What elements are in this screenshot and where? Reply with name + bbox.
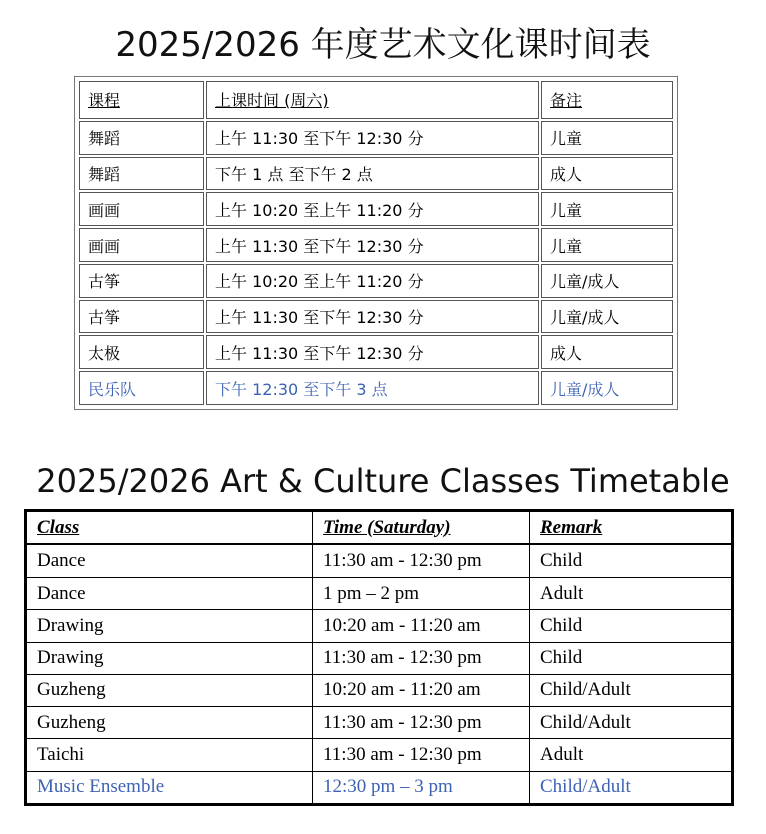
remark-cell: 成人	[541, 157, 673, 191]
class-cell: 舞蹈	[79, 157, 204, 191]
header-time: Time (Saturday)	[313, 512, 530, 545]
time-cell: 1 pm – 2 pm	[313, 577, 530, 609]
remark-cell: Child	[530, 610, 732, 642]
table-row	[79, 300, 673, 334]
class-cell: 舞蹈	[79, 121, 204, 155]
table-row	[27, 610, 732, 642]
time-cell: 11:30 am - 12:30 pm	[313, 642, 530, 674]
remark-cell: 儿童/成人	[541, 371, 673, 405]
table-row-highlighted	[79, 371, 673, 405]
class-cell: Dance	[27, 577, 313, 609]
time-cell: 上午 11:30 至下午 12:30 分	[206, 228, 539, 262]
time-cell: 11:30 am - 12:30 pm	[313, 544, 530, 577]
table-row	[27, 642, 732, 674]
class-cell: 古筝	[79, 264, 204, 298]
remark-cell: 儿童	[541, 228, 673, 262]
class-cell: 画画	[79, 228, 204, 262]
remark-cell: 儿童	[541, 121, 673, 155]
header-class: 课程	[79, 81, 204, 119]
table-row	[79, 121, 673, 155]
table-row	[27, 739, 732, 771]
header-remark: 备注	[541, 81, 673, 119]
time-cell: 10:20 am - 11:20 am	[313, 610, 530, 642]
time-cell: 上午 11:30 至下午 12:30 分	[206, 300, 539, 334]
remark-cell: Child/Adult	[530, 707, 732, 739]
table-row	[27, 674, 732, 706]
table-row	[79, 192, 673, 226]
class-cell: Drawing	[27, 610, 313, 642]
time-cell: 12:30 pm – 3 pm	[313, 771, 530, 803]
chinese-timetable-title: 2025/2026 年度艺术文化课时间表	[115, 25, 651, 65]
remark-cell: Adult	[530, 739, 732, 771]
time-cell: 下午 12:30 至下午 3 点	[206, 371, 539, 405]
remark-cell: 儿童	[541, 192, 673, 226]
remark-cell: 儿童/成人	[541, 300, 673, 334]
class-cell: 民乐队	[79, 371, 204, 405]
time-cell: 上午 11:30 至下午 12:30 分	[206, 121, 539, 155]
header-time: 上课时间 (周六)	[206, 81, 539, 119]
class-cell: Guzheng	[27, 674, 313, 706]
class-cell: 古筝	[79, 300, 204, 334]
table-header-row	[79, 81, 673, 119]
remark-cell: Child	[530, 544, 732, 577]
table-row	[27, 577, 732, 609]
remark-cell: Child	[530, 642, 732, 674]
remark-cell: Adult	[530, 577, 732, 609]
chinese-timetable	[74, 76, 678, 410]
english-timetable	[24, 509, 734, 806]
class-cell: Drawing	[27, 642, 313, 674]
time-cell: 10:20 am - 11:20 am	[313, 674, 530, 706]
time-cell: 上午 10:20 至上午 11:20 分	[206, 192, 539, 226]
table-row-highlighted	[27, 771, 732, 803]
table-row	[79, 228, 673, 262]
time-cell: 11:30 am - 12:30 pm	[313, 707, 530, 739]
english-timetable-title: 2025/2026 Art & Culture Classes Timetable	[36, 462, 730, 500]
header-remark: Remark	[530, 512, 732, 545]
table-row	[27, 707, 732, 739]
remark-cell: 儿童/成人	[541, 264, 673, 298]
class-cell: 画画	[79, 192, 204, 226]
time-cell: 11:30 am - 12:30 pm	[313, 739, 530, 771]
table-row	[27, 544, 732, 577]
table-row	[79, 157, 673, 191]
class-cell: 太极	[79, 335, 204, 369]
header-class: Class	[27, 512, 313, 545]
table-header-row	[27, 512, 732, 545]
time-cell: 上午 11:30 至下午 12:30 分	[206, 335, 539, 369]
remark-cell: 成人	[541, 335, 673, 369]
class-cell: Dance	[27, 544, 313, 577]
class-cell: Music Ensemble	[27, 771, 313, 803]
class-cell: Guzheng	[27, 707, 313, 739]
remark-cell: Child/Adult	[530, 771, 732, 803]
table-row	[79, 335, 673, 369]
time-cell: 上午 10:20 至上午 11:20 分	[206, 264, 539, 298]
time-cell: 下午 1 点 至下午 2 点	[206, 157, 539, 191]
remark-cell: Child/Adult	[530, 674, 732, 706]
table-row	[79, 264, 673, 298]
class-cell: Taichi	[27, 739, 313, 771]
